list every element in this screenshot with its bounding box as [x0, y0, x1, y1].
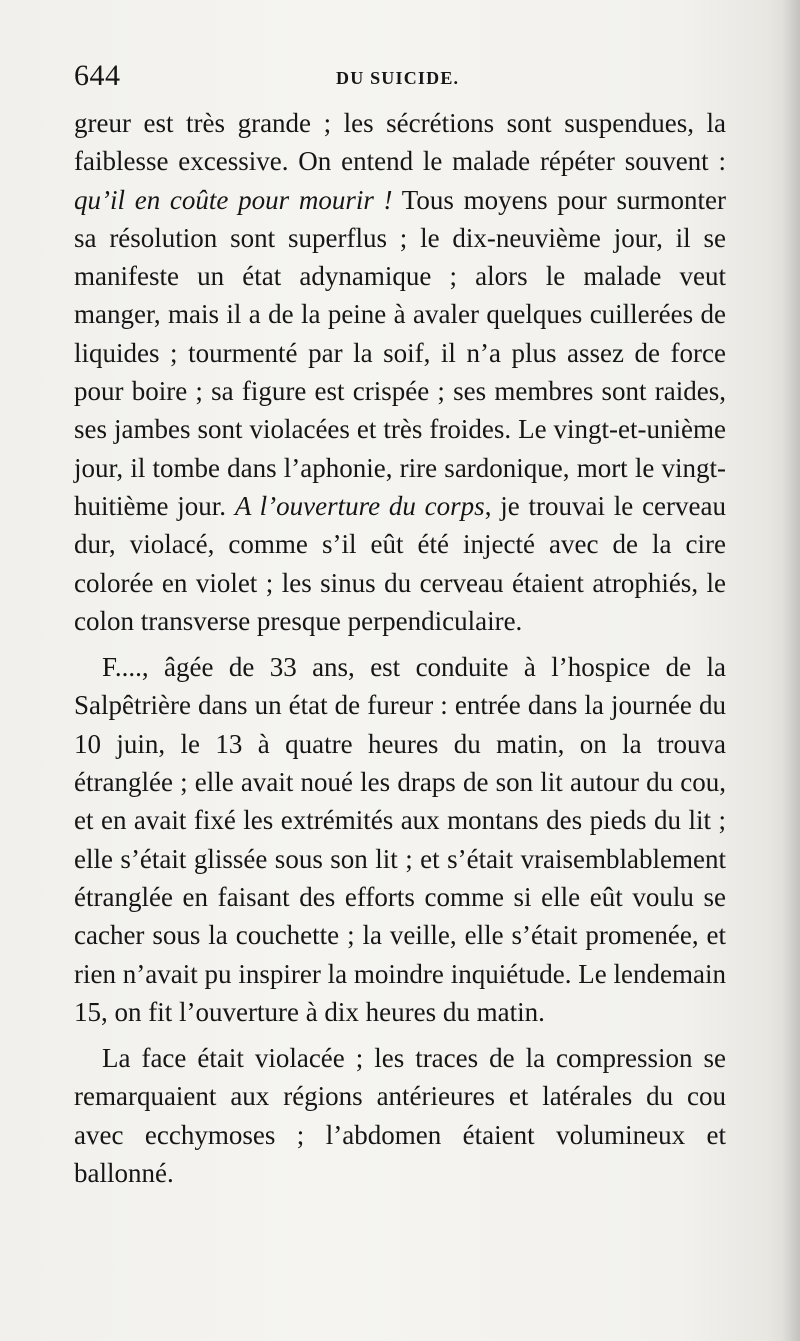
paragraph-1-text-a: greur est très grande ; les sécrétions sont suspendues, la faiblesse excessive. On entend le malade répéter souvent :	[74, 108, 726, 177]
paragraph-1-text-b: Tous moyens pour surmonter sa résolution sont superflus ; le dix-neuvième jour, il se manifeste un état adynamique ; alors le malade veut manger, mais il a de la peine à avaler quelques cuillerées de liquides ; tourmenté par la soif, il n’a plus assez de force pour boire ; sa figure est crispée ; ses membres sont raides, ses jambes sont violacées et très froides. Le vingt-et-unième jour, il tombe dans l’aphonie, rire sardonique, mort le vingt-huitième jour.	[74, 184, 726, 521]
paragraph-1-text-c: , je trouvai le cerveau dur, violacé, comme s’il eût été injecté avec de la cire colorée en violet ; les sinus du cerveau étaient atrophiés, le colon transverse presque perpendiculaire.	[74, 490, 726, 636]
paragraph-2: F...., âgée de 33 ans, est conduite à l’hospice de la Salpêtrière dans un état de fureur : entrée dans la journée du 10 juin, le 13 à quatre heures du matin, on la trouva étranglée ; elle avait noué les draps de son lit autour du cou, et en avait fixé les extrémités aux montans des pieds du lit ; elle s’était glissée sous son lit ; et s’était vraisemblablement étranglée en faisant des efforts comme si elle eût voulu se cacher sous la couchette ; la veille, elle s’était promenée, et rien n’avait pu inspirer la moindre inquiétude. Le lendemain 15, on fit l’ouverture à dix heures du matin.	[74, 652, 726, 1027]
paragraph-gap	[74, 1031, 726, 1039]
paragraph-3: La face était violacée ; les traces de la compression se remarquaient aux régions antérieures et latérales du cou avec ecchymoses ; l’abdomen étaient volumineux et ballonné.	[74, 1043, 726, 1189]
body-text	[74, 104, 726, 1192]
paragraph-1-italic-heading: A l’ouverture du corps	[234, 490, 485, 521]
page-header	[74, 56, 724, 96]
running-title: DU SUICIDE.	[336, 68, 460, 88]
page-number: 644	[74, 59, 121, 92]
paragraph-1	[74, 104, 726, 640]
paragraph-gap	[74, 640, 726, 648]
paragraph-1-italic-quote: qu’il en coûte pour mourir !	[74, 184, 393, 215]
binding-shadow	[782, 0, 800, 1341]
